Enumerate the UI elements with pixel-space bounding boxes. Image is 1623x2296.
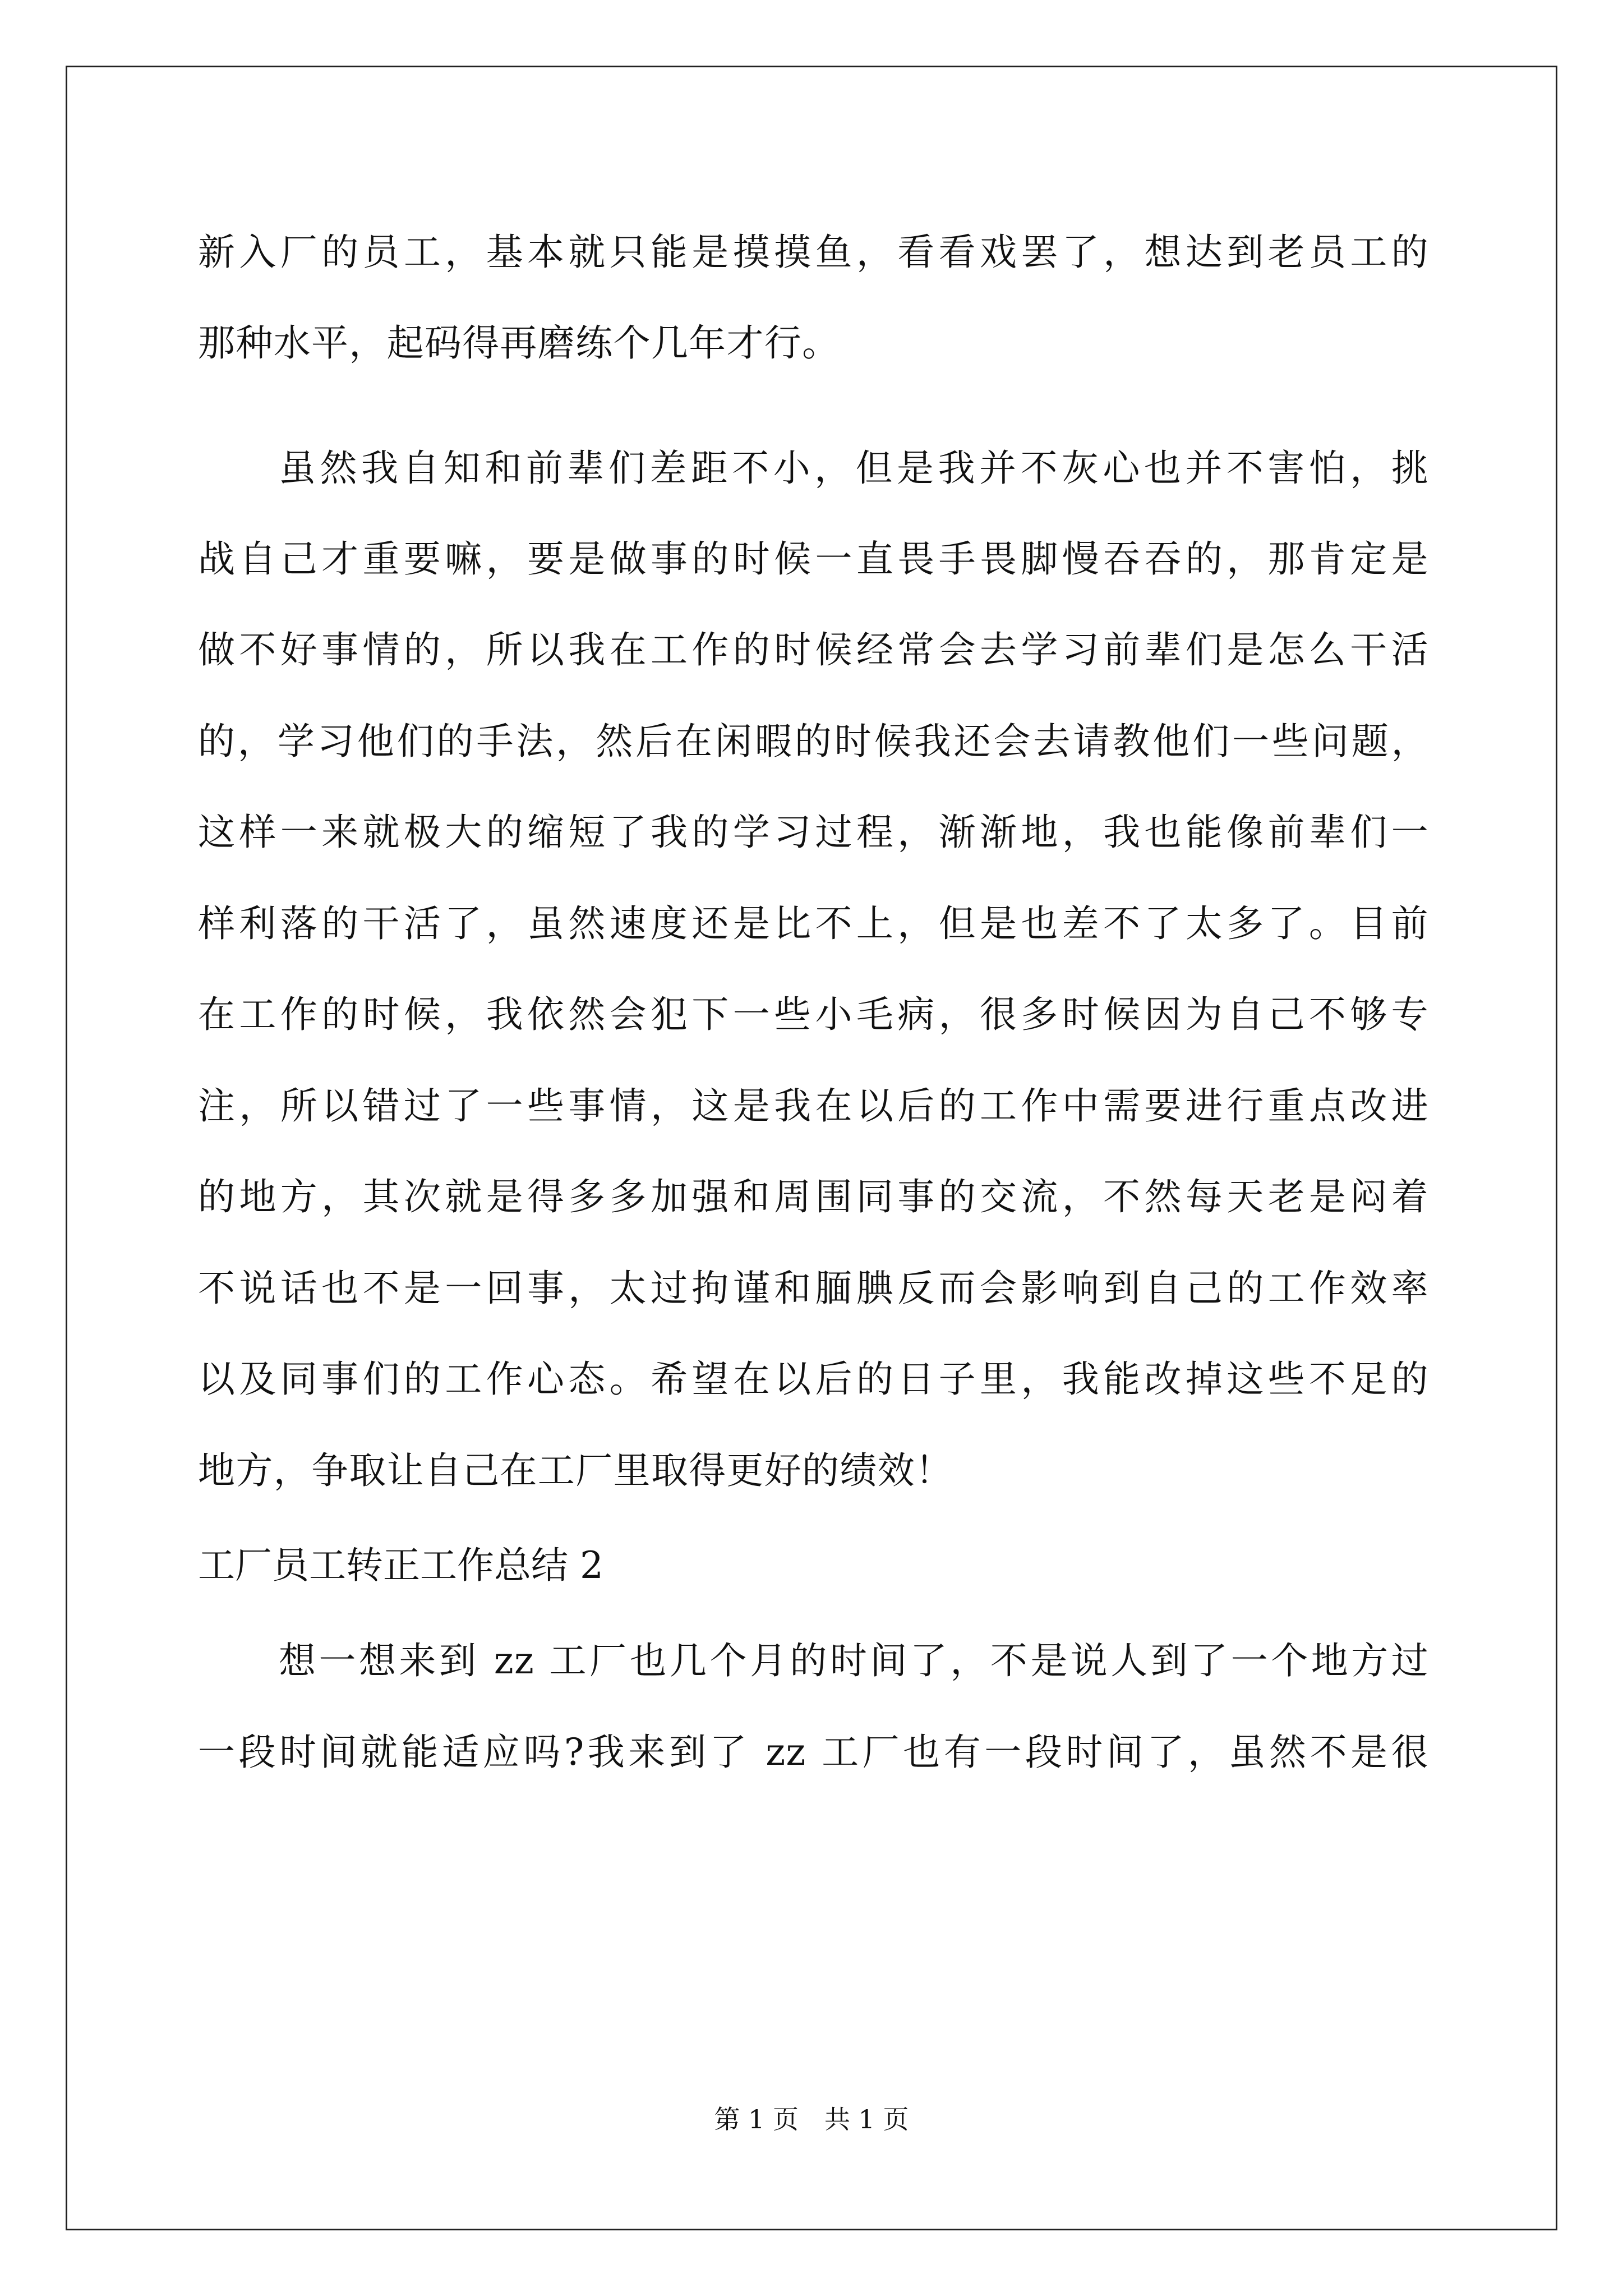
body-text-line: 新入厂的员工，基本就只能是摸摸鱼，看看戏罢了，想达到老员工的 — [198, 231, 1429, 274]
body-text-line: 这样一来就极大的缩短了我的学习过程，渐渐地，我也能像前辈们一 — [198, 811, 1429, 854]
page-border — [66, 66, 1557, 2230]
body-text-line: 想一想来到 zz 工厂也几个月的时间了，不是说人到了一个地方过 — [279, 1639, 1429, 1682]
section-heading: 工厂员工转正工作总结 2 — [198, 1544, 603, 1587]
body-text-line: 战自己才重要嘛，要是做事的时候一直畏手畏脚慢吞吞的，那肯定是 — [198, 537, 1429, 581]
body-text-line: 注，所以错过了一些事情，这是我在以后的工作中需要进行重点改进 — [198, 1084, 1429, 1128]
body-text-line: 地方，争取让自己在工厂里取得更好的绩效！ — [198, 1449, 953, 1492]
body-text-line: 在工作的时候，我依然会犯下一些小毛病，很多时候因为自己不够专 — [198, 993, 1429, 1036]
body-text-line: 做不好事情的，所以我在工作的时候经常会去学习前辈们是怎么干活 — [198, 628, 1429, 671]
body-text-line: 那种水平，起码得再磨练个几年才行。 — [198, 321, 840, 365]
body-text-line: 的，学习他们的手法，然后在闲暇的时候我还会去请教他们一些问题， — [198, 720, 1429, 763]
body-text-line: 虽然我自知和前辈们差距不小，但是我并不灰心也并不害怕，挑 — [279, 447, 1429, 490]
body-text-line: 不说话也不是一回事，太过拘谨和腼腆反而会影响到自己的工作效率 — [198, 1267, 1429, 1310]
body-text-line: 样利落的干活了，虽然速度还是比不上，但是也差不了太多了。目前 — [198, 902, 1429, 945]
body-text-line: 的地方，其次就是得多多加强和周围同事的交流，不然每天老是闷着 — [198, 1175, 1429, 1218]
body-text-line: 以及同事们的工作心态。希望在以后的日子里，我能改掉这些不足的 — [198, 1358, 1429, 1401]
body-text-line: 一段时间就能适应吗?我来到了 zz 工厂也有一段时间了，虽然不是很 — [198, 1731, 1429, 1774]
page-number-footer: 第 1 页 共 1 页 — [714, 2104, 909, 2134]
